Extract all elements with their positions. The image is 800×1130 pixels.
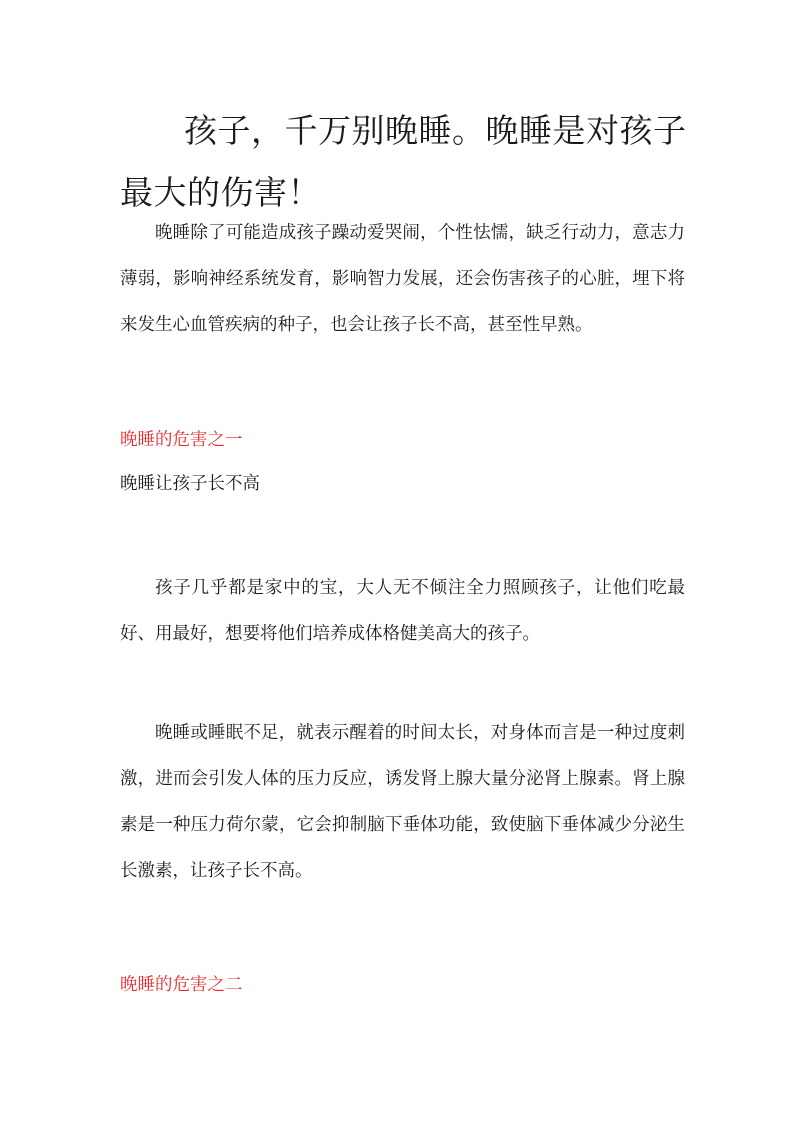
section1-subheading: 晚睡让孩子长不高: [120, 474, 260, 494]
section1-heading: 晚睡的危害之一: [120, 430, 243, 450]
article-title: 孩子，千万别晚睡。晚睡是对孩子最大的伤害！: [120, 111, 687, 212]
section1-paragraph-2: 晚睡或睡眠不足，就表示醒着的时间太长，对身体而言是一种过度刺激，进而会引发人体的压力反应，诱发肾上腺大量分泌肾上腺素。肾上腺素是一种压力荷尔蒙，它会抑制脑下垂体功能，致使脑下垂体减少分泌生长激素，让孩子长不高。: [120, 723, 685, 881]
section1-paragraph-1: 孩子几乎都是家中的宝，大人无不倾注全力照顾孩子，让他们吃最好、用最好，想要将他们培养成体格健美高大的孩子。: [120, 578, 685, 644]
section2-heading: 晚睡的危害之二: [120, 975, 243, 995]
intro-paragraph: 晚睡除了可能造成孩子躁动爱哭闹，个性怯懦，缺乏行动力，意志力薄弱，影响神经系统发育，影响智力发展，还会伤害孩子的心脏，埋下将来发生心血管疾病的种子，也会让孩子长不高，甚至性早熟。: [120, 223, 685, 335]
